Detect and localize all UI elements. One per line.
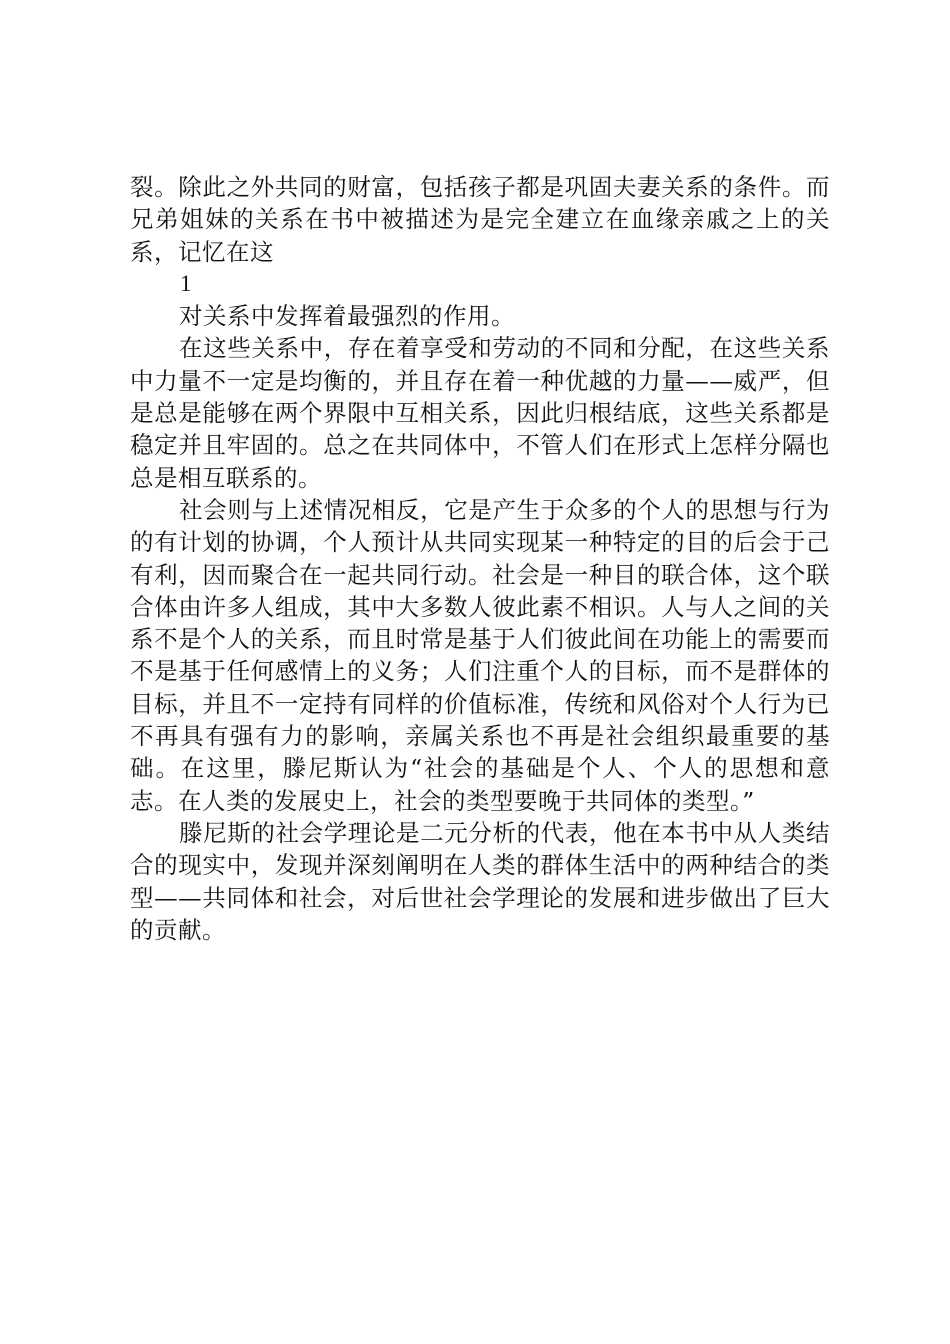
- paragraph-continuation: 裂。除此之外共同的财富，包括孩子都是巩固夫妻关系的条件。而兄弟姐妹的关系在书中被描述为是完全建立在血缘亲戚之上的关系，记忆在这: [130, 173, 830, 266]
- page-number: 1: [180, 270, 192, 296]
- paragraph: 对关系中发挥着最强烈的作用。: [179, 302, 515, 331]
- paragraph: 在这些关系中，存在着享受和劳动的不同和分配，在这些关系中力量不一定是均衡的，并且存在着一种优越的力量——威严，但是总是能够在两个界限中互相关系，因此归根结底，这些关系都是稳定并且牢固的。总之在共同体中，不管人们在形式上怎样分隔也总是相互联系的。: [130, 334, 830, 492]
- document-body: [130, 171, 830, 946]
- paragraph: 滕尼斯的社会学理论是二元分析的代表，他在本书中从人类结合的现实中，发现并深刻阐明在人类的群体生活中的两种结合的类型——共同体和社会，对后世社会学理论的发展和进步做出了巨大的贡献。: [130, 818, 830, 944]
- paragraph: 社会则与上述情况相反，它是产生于众多的个人的思想与行为的有计划的协调，个人预计从共同实现某一种特定的目的后会于己有利，因而聚合在一起共同行动。社会是一种目的联合体，这个联合体由许多人组成，其中大多数人彼此素不相识。人与人之间的关系不是个人的关系，而且时常是基于人们彼此间在功能上的需要而不是基于任何感情上的义务；人们注重个人的目标，而不是群体的目标，并且不一定持有同样的价值标准，传统和风俗对个人行为已不再具有强有力的影响，亲属关系也不再是社会组织最重要的基础。在这里，滕尼斯认为“社会的基础是个人、个人的思想和意志。在人类的发展史上，社会的类型要晚于共同体的类型。”: [130, 495, 830, 815]
